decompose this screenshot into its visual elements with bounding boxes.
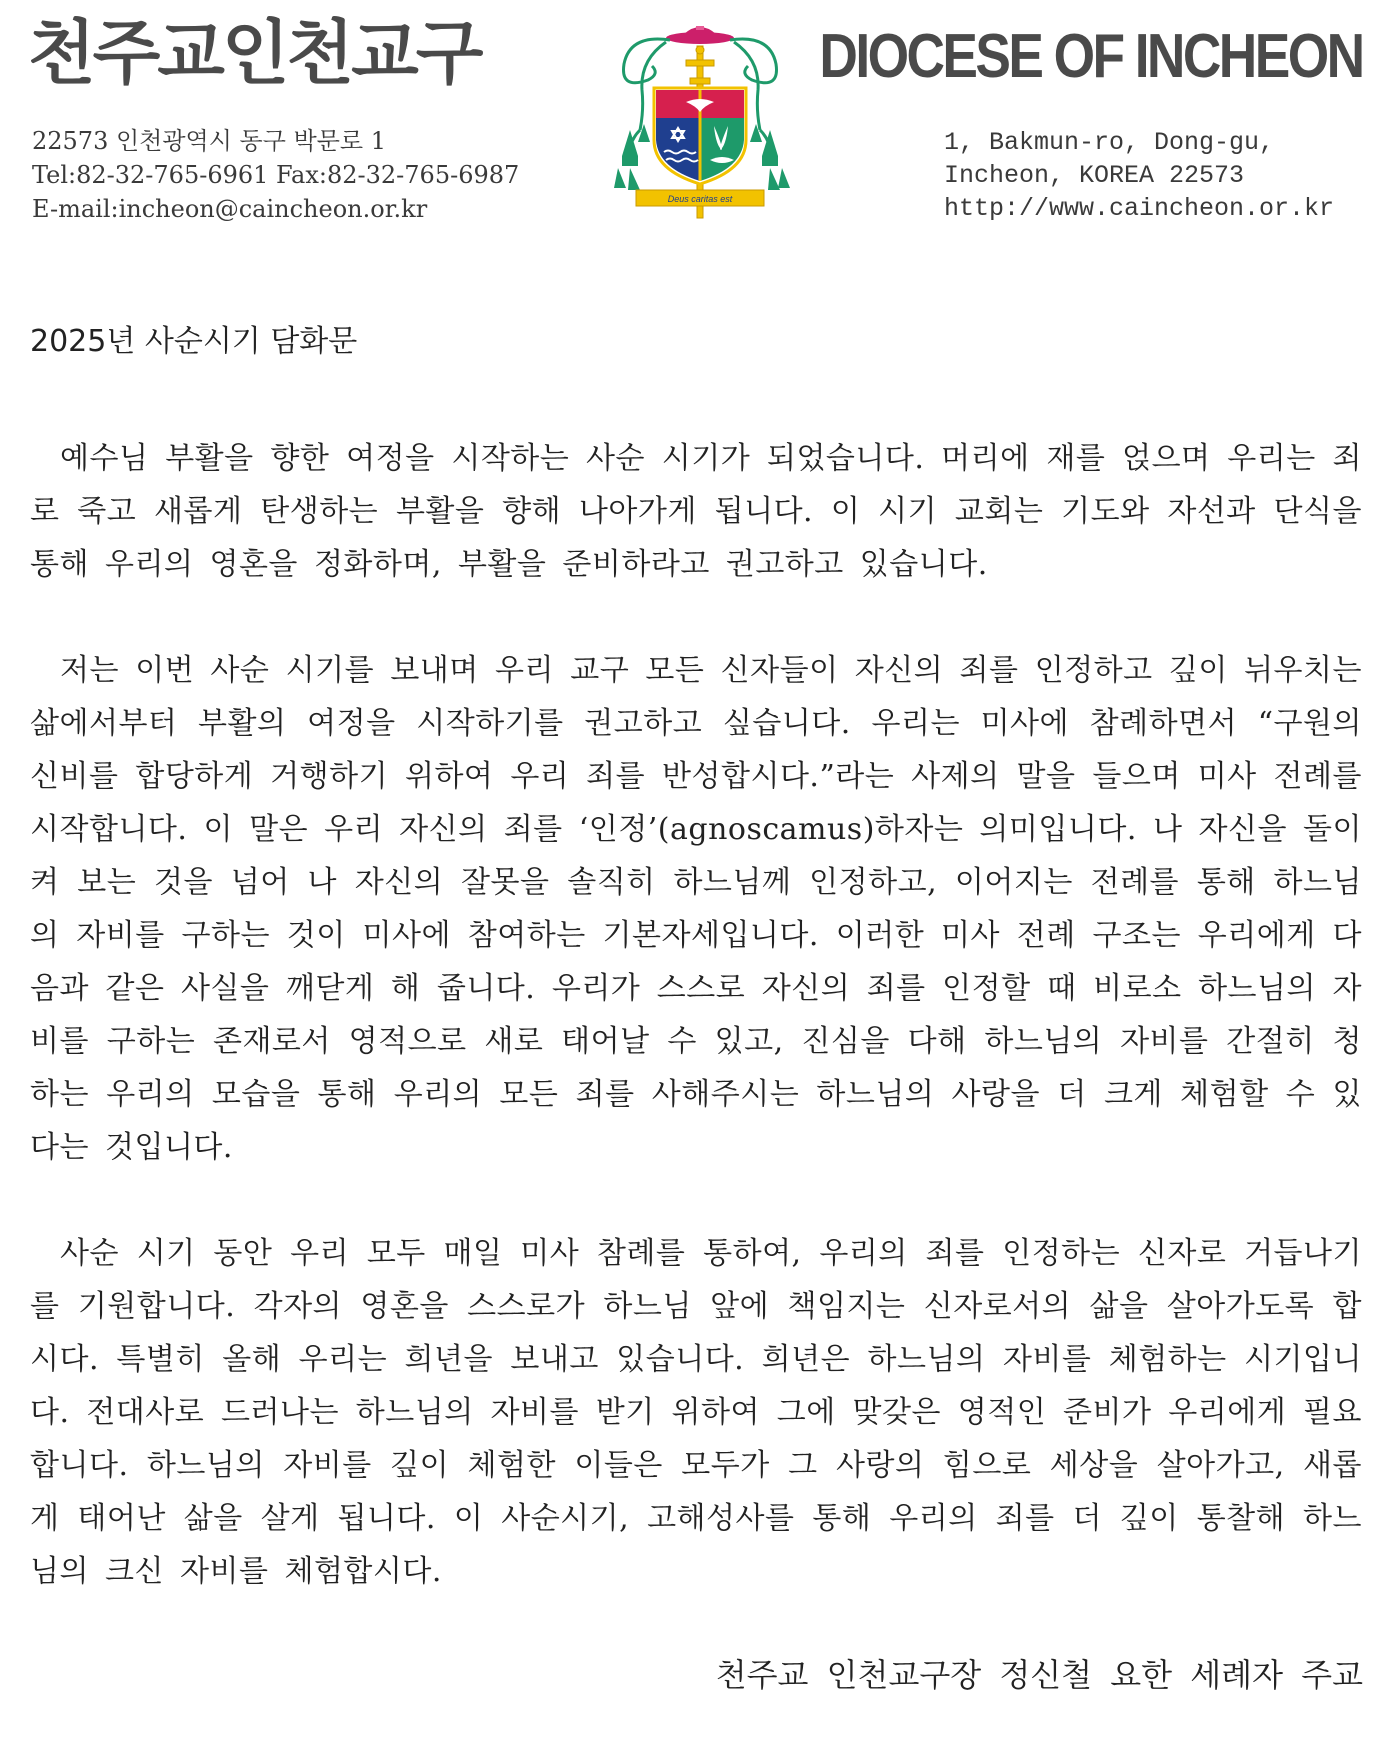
korean-address: 22573 인천광역시 동구 박문로 1 [32,127,386,155]
english-address-line1: 1, Bakmun-ro, Dong-gu, [944,128,1275,157]
korean-email: E-mail:incheon@caincheon.or.kr [32,195,428,223]
bishop-signature: 천주교 인천교구장 정신철 요한 세례자 주교 [715,1656,1363,1694]
document-title: 2025년 사순시기 담화문 [30,324,358,359]
english-address-line2: Incheon, KOREA 22573 [944,161,1245,190]
shield-icon [654,88,746,184]
korean-phone-fax: Tel:82-32-765-6961 Fax:82-32-765-6987 [32,161,520,189]
crest-motto: Deus caritas est [667,194,733,204]
english-contact-block [944,126,1334,225]
galero-hat-icon [666,26,734,44]
diocese-korean-name: 천주교인천교구 [28,12,481,94]
paragraph-1: 예수님 부활을 향한 여정을 시작하는 사순 시기가 되었습니다. 머리에 재를 얹으며 우리는 죄로 죽고 새롭게 탄생하는 부활을 향해 나아가게 됩니다. 이 시기 교회는 기도와 자선과 단식을 통해 우리의 영혼을 정화하며, 부활을 준비하라고 권고하고 있습니다. [30,441,1362,582]
motto-banner [636,190,764,206]
letter-body [30,432,1362,1651]
diocese-english-name: DIOCESE OF INCHEON [819,22,1363,91]
paragraph-2: 저는 이번 사순 시기를 보내며 우리 교구 모든 신자들이 자신의 죄를 인정하고 깊이 뉘우치는 삶에서부터 부활의 여정을 시작하기를 권고하고 싶습니다. 우리는 미사에 참례하면서 “구원의 신비를 합당하게 거행하기 위하여 우리 죄를 반성합시다.”라는 사제의 말을 들으며 미사 전례를 시작합니다. 이 말은 우리 자신의 죄를 ‘인정’(agnoscamus)하자는 의미입니다. 나 자신을 돌이켜 보는 것을 넘어 나 자신의 잘못을 솔직히 하느님께 인정하고, 이어지는 전례를 통해 하느님의 자비를 구하는 것이 미사에 참여하는 기본자세입니다. 이러한 미사 전례 구조는 우리에게 다음과 같은 사실을 깨닫게 해 줍니다. 우리가 스스로 자신의 죄를 인정할 때 비로소 하느님의 자비를 구하는 존재로서 영적으로 새로 태어날 수 있고, 진심을 다해 하느님의 자비를 간절히 청하는 우리의 모습을 통해 우리의 모든 죄를 사해주시는 하느님의 사랑을 더 크게 체험할 수 있다는 것입니다. [30,653,1362,1165]
diocese-coat-of-arms [600,20,800,245]
korean-contact-block [32,124,519,226]
paragraph-3: 사순 시기 동안 우리 모두 매일 미사 참례를 통하여, 우리의 죄를 인정하는 신자로 거듭나기를 기원합니다. 각자의 영혼을 스스로가 하느님 앞에 책임지는 신자로서의 삶을 살아가도록 합시다. 특별히 올해 우리는 희년을 보내고 있습니다. 희년은 하느님의 자비를 체험하는 시기입니다. 전대사로 드러나는 하느님의 자비를 받기 위하여 그에 맞갖은 영적인 준비가 우리에게 필요합니다. 하느님의 자비를 깊이 체험한 이들은 모두가 그 사랑의 힘으로 세상을 살아가고, 새롭게 태어난 삶을 살게 됩니다. 이 사순시기, 고해성사를 통해 우리의 죄를 더 깊이 통찰해 하느님의 크신 자비를 체험합시다. [30,1236,1362,1589]
english-website-link[interactable]: http://www.caincheon.or.kr [944,194,1335,223]
letterhead [0,0,1399,260]
